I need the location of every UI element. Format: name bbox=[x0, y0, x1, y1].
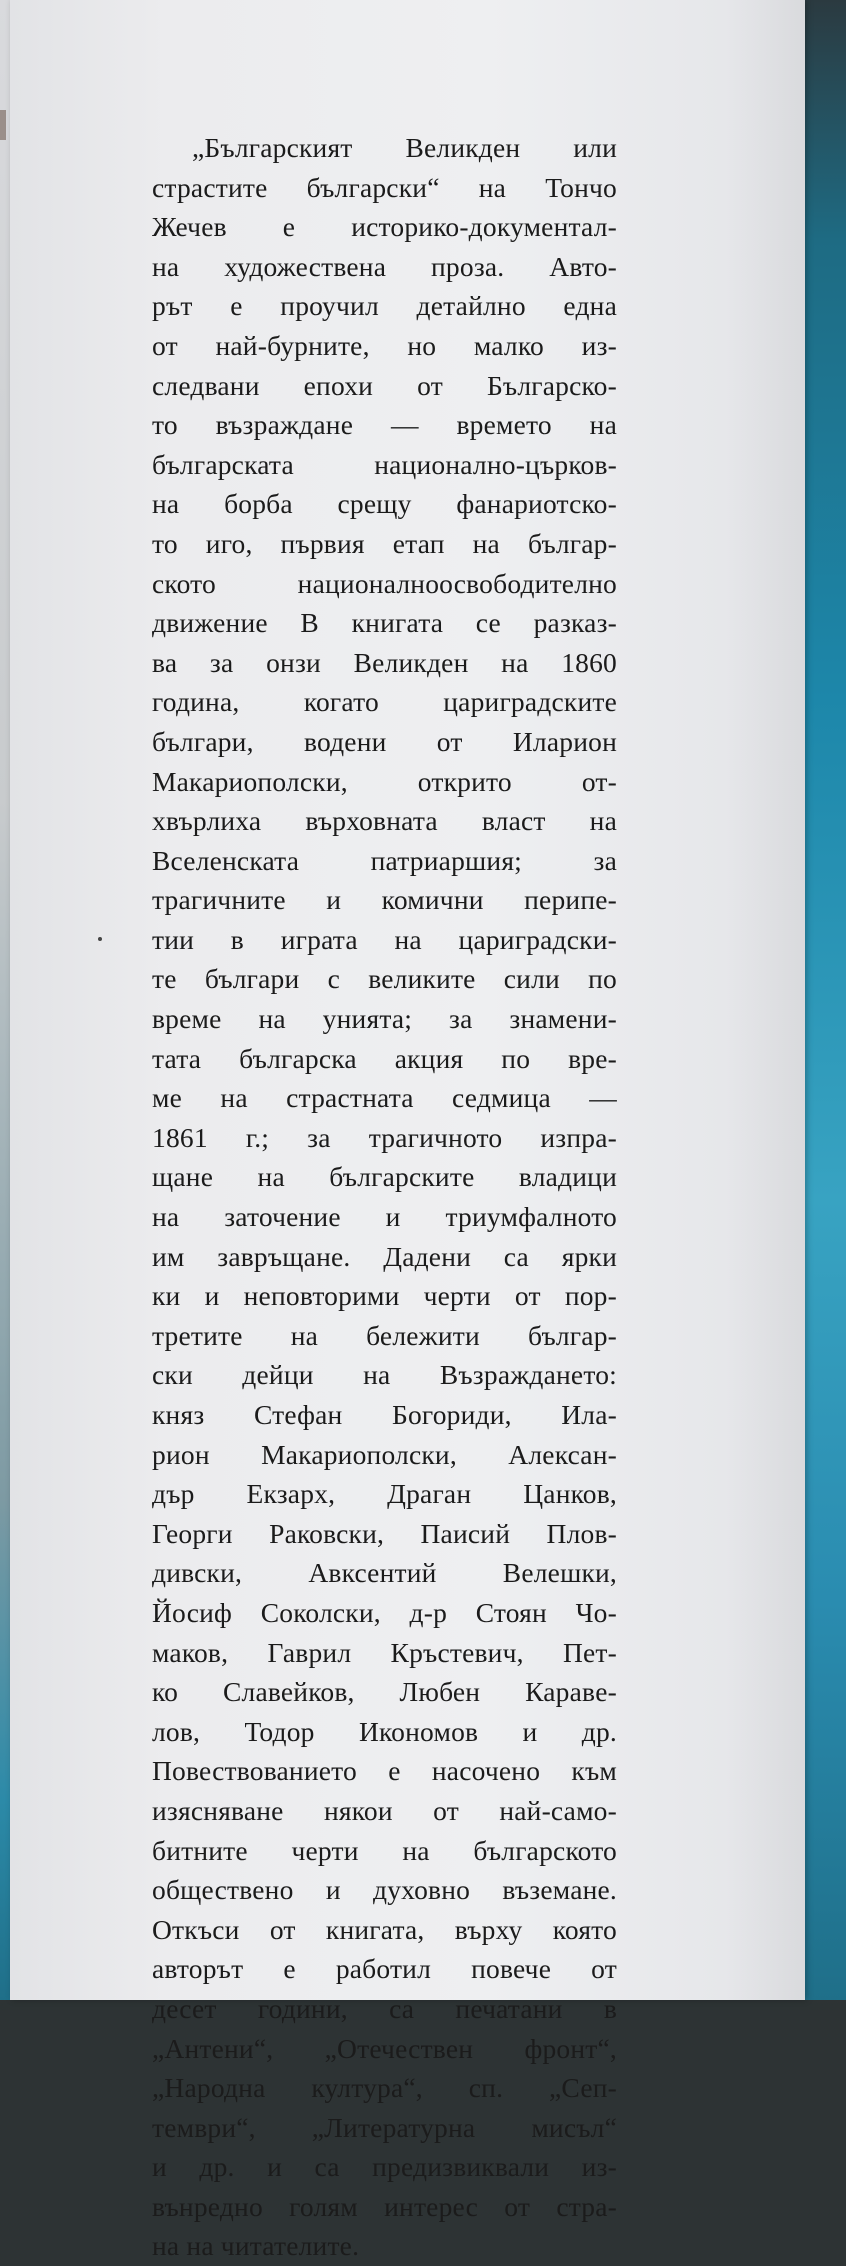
text-line: щане на българските владици bbox=[152, 1161, 617, 1193]
text-line: обществено и духовно въземане. bbox=[152, 1874, 617, 1906]
text-line: ме на страстната седмица — bbox=[152, 1082, 617, 1114]
cover-edge bbox=[800, 0, 846, 2000]
text-line: ското националноосвободително bbox=[152, 567, 617, 599]
text-line: маков, Гаврил Кръстевич, Пет- bbox=[152, 1636, 617, 1668]
text-line: Макариополски, открито от- bbox=[152, 765, 617, 797]
text-line: от най-бурните, но малко из- bbox=[152, 329, 617, 361]
text-line: на на читателите. bbox=[152, 2230, 360, 2262]
text-line: вънредно голям интерес от стра- bbox=[152, 2190, 617, 2222]
text-line: „Антени“, „Отечествен фронт“, bbox=[152, 2032, 617, 2064]
text-line: дивски, Авксентий Велешки, bbox=[152, 1557, 617, 1589]
text-line: тата българска акция по вре- bbox=[152, 1042, 617, 1074]
text-line: ва за онзи Великден на 1860 bbox=[152, 646, 617, 678]
text-line: ки и неповторими черти от пор- bbox=[152, 1280, 617, 1312]
text-line: им завръщане. Дадени са ярки bbox=[152, 1240, 617, 1272]
text-line: ко Славейков, Любен Каравe- bbox=[152, 1676, 617, 1708]
text-line: 1861 г.; за трагичното изпра- bbox=[152, 1121, 617, 1153]
text-line: Жечев е историко-документал- bbox=[152, 211, 617, 243]
text-line: Георги Раковски, Паисий Плов- bbox=[152, 1517, 617, 1549]
text-line: десет години, са печатани в bbox=[152, 1992, 617, 2024]
text-line: авторът е работил повече от bbox=[152, 1953, 617, 1985]
text-line: на заточение и триумфалното bbox=[152, 1201, 617, 1233]
text-line: те българи с великите сили по bbox=[152, 963, 617, 995]
text-line: рион Макариополски, Алексан- bbox=[152, 1438, 617, 1470]
text-line: време на унията; за знамени- bbox=[152, 1003, 617, 1035]
text-line: „Народна култура“, сп. „Сеп- bbox=[152, 2072, 617, 2104]
text-line: страстите български“ на Тончо bbox=[152, 171, 617, 203]
text-line: то възраждане — времето на bbox=[152, 409, 617, 441]
text-line: българи, водени от Иларион bbox=[152, 725, 617, 757]
text-line: битните черти на българското bbox=[152, 1834, 617, 1866]
text-line: третите на бележити българ- bbox=[152, 1319, 617, 1351]
text-line: движение В книгата се разказ- bbox=[152, 607, 617, 639]
text-line: Вселенската патриаршия; за bbox=[152, 844, 617, 876]
text-line: рът е проучил детайлно една bbox=[152, 290, 617, 322]
text-line: лов, Тодор Икономов и др. bbox=[152, 1715, 617, 1747]
text-line: тии в играта на цариградски- bbox=[152, 923, 617, 955]
text-line: княз Стефан Богориди, Ила- bbox=[152, 1399, 617, 1430]
text-line: „Българският Великден или bbox=[192, 132, 617, 163]
paper-speck bbox=[98, 937, 102, 941]
text-line: българската национално-църков- bbox=[152, 448, 617, 480]
text-line: тември“, „Литературна мисъл“ bbox=[152, 2111, 617, 2143]
text-line: дър Екзарх, Драган Цанков, bbox=[152, 1478, 617, 1510]
text-line: и др. и са предизвиквали из- bbox=[152, 2151, 617, 2183]
blurb-text bbox=[152, 128, 617, 2266]
text-line: Повествованието е насочено към bbox=[152, 1755, 617, 1787]
text-line: година, когато цариградските bbox=[152, 686, 617, 718]
text-line: Йосиф Соколски, д-р Стоян Чо- bbox=[152, 1596, 617, 1628]
text-line: хвърлиха върховната власт на bbox=[152, 805, 617, 837]
text-line: Откъси от книгата, върху която bbox=[152, 1913, 617, 1945]
book-flap-page bbox=[10, 0, 805, 2262]
text-line: ски дейци на Възраждането: bbox=[152, 1359, 617, 1391]
text-line: изясняване някои от най-само- bbox=[152, 1794, 617, 1826]
text-line: на художествена проза. Авто- bbox=[152, 250, 617, 282]
text-line: то иго, първия етап на българ- bbox=[152, 527, 617, 559]
text-line: трагичните и комични перипе- bbox=[152, 884, 617, 916]
text-line: на борба срещу фанариотско- bbox=[152, 488, 617, 520]
text-line: следвани епохи от Българско- bbox=[152, 369, 617, 401]
